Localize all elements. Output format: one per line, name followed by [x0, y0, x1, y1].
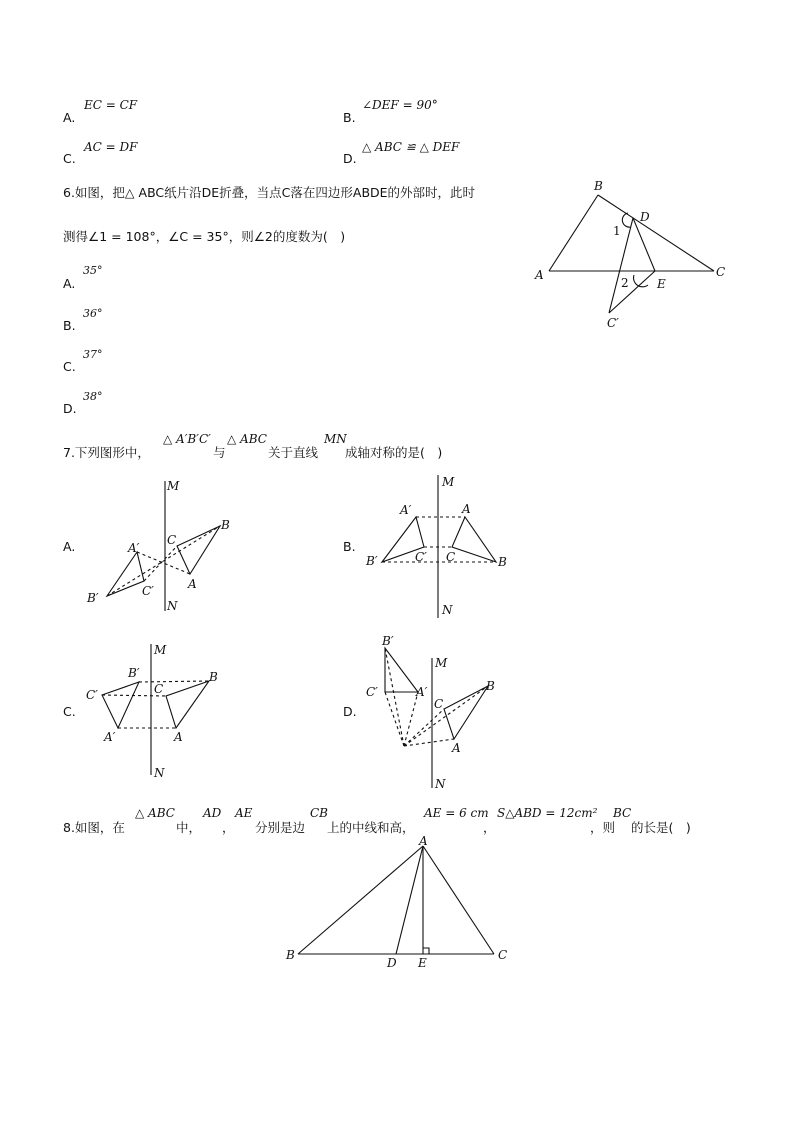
- q8-cond1: AE = 6 cm: [424, 806, 489, 820]
- q5-option-a-letter: A.: [63, 110, 76, 125]
- q6-segment-ab: [549, 195, 598, 271]
- q7d-label-c: C: [434, 697, 444, 711]
- q7c-label-cprime: C′: [86, 688, 98, 702]
- q7c-label-aprime: A′: [104, 730, 116, 744]
- q7a-label-b: B: [221, 518, 230, 532]
- q7b-label-n: N: [442, 603, 453, 617]
- q8-on: 上的中线和高，: [327, 820, 415, 835]
- q7a-triangle-prime: [107, 552, 144, 596]
- q6-option-a-text: 35°: [83, 264, 103, 277]
- q8-cb: CB: [310, 806, 328, 820]
- q7-tri1: △ A′B′C′: [163, 432, 211, 446]
- q5-option-b-letter: B.: [343, 110, 356, 125]
- q8-comma2: ，: [483, 820, 496, 835]
- q7c-label-b: B: [209, 670, 218, 684]
- q7b-label-c: C: [446, 550, 456, 564]
- q7a-dash-1: [137, 552, 190, 574]
- q6-label-cprime: C′: [607, 316, 619, 330]
- q7c-label-c: C: [154, 682, 164, 696]
- q8-ae: AE: [235, 806, 253, 820]
- q7a-dash-2: [107, 526, 220, 596]
- q7a-label-n: N: [167, 599, 178, 613]
- q8-cond2: S△ABD = 12cm²: [497, 806, 598, 820]
- q7b-label-cprime: C′: [415, 550, 427, 564]
- q7c-triangle-prime: [102, 682, 139, 728]
- q7a-label-a: A: [188, 577, 197, 591]
- q7-stem-prefix: 7.下列图形中，: [63, 445, 150, 460]
- q7a-label-bprime: B′: [87, 591, 99, 605]
- q7-option-b-letter: B.: [343, 539, 356, 554]
- q7c-label-bprime: B′: [128, 666, 140, 680]
- q6-option-b-letter: B.: [63, 318, 76, 333]
- q8-segment-ad: [396, 846, 423, 954]
- q7b-label-m: M: [442, 475, 455, 489]
- q6-figure: [530, 175, 740, 335]
- q7-with: 与: [213, 445, 226, 460]
- q8-label-c: C: [498, 948, 508, 962]
- q8-right-angle-mark: [423, 948, 429, 954]
- q7b-label-b: B: [498, 555, 507, 569]
- q8-label-a: A: [419, 835, 428, 848]
- q5-option-d-text: △ ABC ≌ △ DEF: [362, 140, 460, 154]
- q7d-label-b: B: [486, 679, 495, 693]
- q7d-triangle-prime: [385, 648, 418, 692]
- q7b-label-a: A: [462, 502, 471, 516]
- q6-stem-line2: 测得∠1 = 108°，∠C = 35°，则∠2的度数为( ): [63, 229, 346, 244]
- q6-segment-de: [633, 218, 655, 271]
- q8-label-d: D: [387, 956, 397, 970]
- q5-option-c-text: AC = DF: [84, 140, 138, 154]
- q6-label-angle2: 2: [621, 276, 629, 290]
- q7d-dash-2: [385, 692, 404, 746]
- q7d-dash-1: [385, 648, 404, 746]
- q7d-dash-5: [404, 709, 444, 746]
- q6-label-c: C: [716, 265, 726, 279]
- q7-figure-b: [362, 472, 522, 620]
- q8-segment-ab: [298, 846, 423, 954]
- q8-ad: AD: [203, 806, 222, 820]
- q7-line: MN: [324, 432, 347, 446]
- q6-label-d: D: [640, 210, 650, 224]
- q6-option-d-letter: D.: [63, 401, 77, 416]
- q7-stem-suffix: 成轴对称的是( ): [345, 445, 443, 460]
- q7-tri2: △ ABC: [227, 432, 267, 446]
- q6-option-d-text: 38°: [83, 390, 103, 403]
- q7a-label-cprime: C′: [142, 584, 154, 598]
- q7b-label-bprime: B′: [366, 554, 378, 568]
- q8-segment-ac: [423, 846, 494, 954]
- q7a-label-aprime: A′: [128, 541, 140, 555]
- q6-label-a: A: [535, 268, 544, 282]
- q7d-label-a: A: [452, 741, 461, 755]
- q6-label-e: E: [657, 277, 666, 291]
- q6-segment-ecp: [609, 271, 655, 313]
- q8-mid: 中，: [176, 820, 202, 835]
- q7a-label-m: M: [167, 479, 180, 493]
- q7c-label-m: M: [154, 643, 167, 657]
- q6-stem-line1: 6.如图，把△ ABC纸片沿DE折叠，当点C落在四边形ABDE的外部时，此时: [63, 185, 476, 200]
- q7d-label-m: M: [435, 656, 448, 670]
- q7d-label-cprime: C′: [366, 685, 378, 699]
- q8-comma1: ，: [222, 820, 235, 835]
- q7c-triangle-abc: [166, 681, 209, 728]
- q7b-label-aprime: A′: [400, 503, 412, 517]
- q7c-label-n: N: [154, 766, 165, 780]
- q8-tail: 的长是( ): [631, 820, 691, 835]
- q8-figure: [280, 835, 520, 975]
- q8-bc: BC: [613, 806, 632, 820]
- q7c-dash-1: [139, 681, 209, 682]
- q7a-dash-3: [144, 546, 177, 581]
- q7-option-d-letter: D.: [343, 704, 357, 719]
- q6-option-c-text: 37°: [83, 348, 103, 361]
- q6-option-c-letter: C.: [63, 359, 76, 374]
- q7c-label-a: A: [174, 730, 183, 744]
- q7a-triangle-abc: [177, 526, 220, 574]
- q8-tri: △ ABC: [135, 806, 175, 820]
- q5-option-a-text: EC = CF: [84, 98, 138, 112]
- q6-option-a-letter: A.: [63, 276, 76, 291]
- q5-option-b-text: ∠DEF = 90°: [362, 98, 438, 112]
- q7d-dash-6: [404, 739, 454, 746]
- q7-option-c-letter: C.: [63, 704, 76, 719]
- q7-about: 关于直线: [268, 445, 319, 460]
- q8-then: ，则: [590, 820, 616, 835]
- q7-figure-d: [360, 630, 510, 790]
- q7d-label-bprime: B′: [382, 634, 394, 648]
- q8-label-b: B: [286, 948, 295, 962]
- q5-option-d-letter: D.: [343, 151, 357, 166]
- q6-option-b-text: 36°: [83, 307, 103, 320]
- q7-figure-a: [80, 478, 250, 618]
- q6-label-b: B: [594, 179, 603, 193]
- q6-label-angle1: 1: [613, 224, 621, 238]
- q7d-triangle-abc: [444, 686, 488, 739]
- q7b-triangle-abc: [452, 517, 496, 562]
- q7d-label-n: N: [435, 777, 446, 790]
- q7d-label-aprime: A′: [416, 685, 428, 699]
- q8-label-e: E: [418, 956, 427, 970]
- q6-angle2-arc: [634, 275, 648, 287]
- q8-are: 分别是边: [255, 820, 306, 835]
- q8-stem-num: 8.如图，在: [63, 820, 125, 835]
- q5-option-c-letter: C.: [63, 151, 76, 166]
- q7a-label-c: C: [167, 533, 177, 547]
- q7-figure-c: [82, 640, 232, 782]
- q7-option-a-letter: A.: [63, 539, 76, 554]
